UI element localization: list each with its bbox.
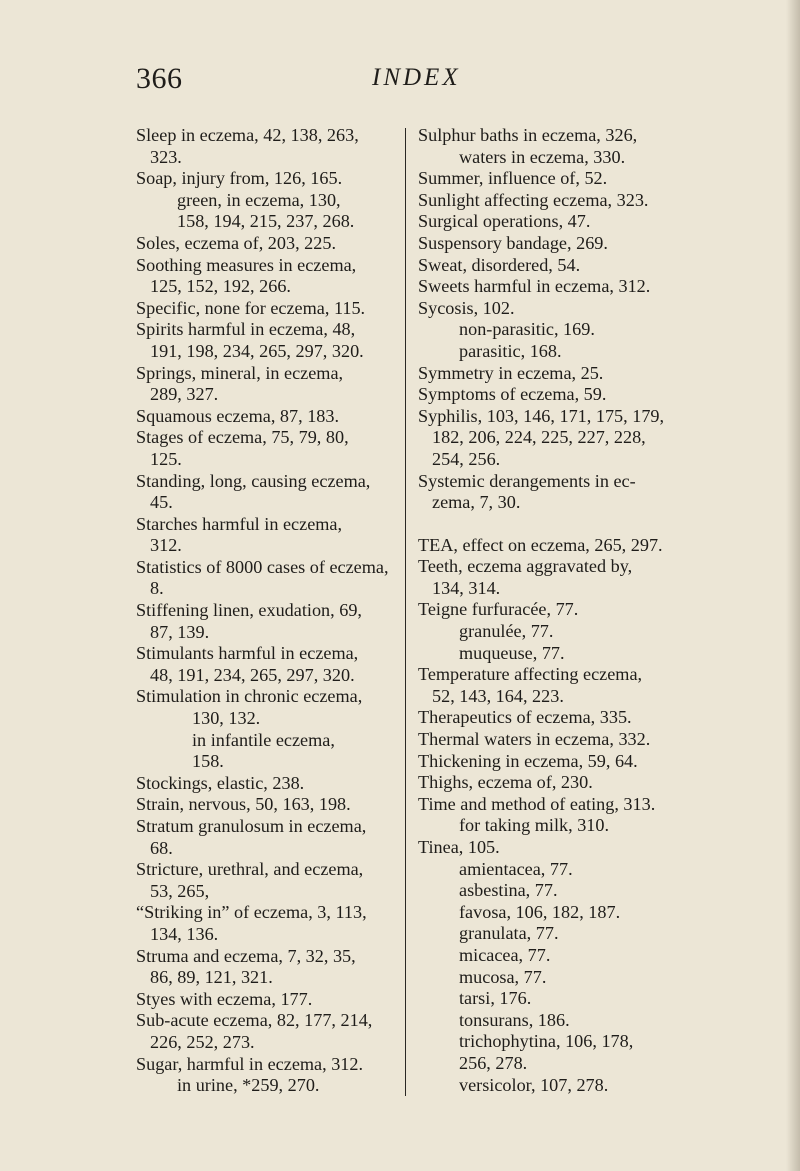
- index-entry: 158, 194, 215, 237, 268.: [177, 211, 355, 232]
- index-entry: in urine, *259, 270.: [177, 1075, 320, 1096]
- index-entry: micacea, 77.: [459, 944, 551, 965]
- index-entry: Thermal waters in eczema, 332.: [418, 729, 651, 750]
- index-entry: parasitic, 168.: [459, 340, 562, 361]
- index-entry: 125.: [150, 448, 182, 469]
- index-entry: Stiffening linen, exudation, 69,: [136, 600, 362, 621]
- index-entry: 182, 206, 224, 225, 227, 228,: [432, 427, 646, 448]
- index-entry: Therapeutics of eczema, 335.: [418, 707, 632, 728]
- index-entry: green, in eczema, 130,: [177, 189, 341, 210]
- index-entry: Stages of eczema, 75, 79, 80,: [136, 427, 349, 448]
- index-column-left: [136, 125, 398, 1097]
- index-entry: Sunlight affecting eczema, 323.: [418, 189, 649, 210]
- index-column-right: [418, 125, 728, 1096]
- index-entry: waters in eczema, 330.: [459, 146, 626, 167]
- index-entry: 87, 139.: [150, 621, 210, 642]
- index-entry: 8.: [150, 578, 164, 599]
- index-entry: TEA, effect on eczema, 265, 297.: [418, 534, 663, 555]
- index-entry: 134, 136.: [150, 923, 219, 944]
- index-entry: Spirits harmful in eczema, 48,: [136, 319, 356, 340]
- index-entry: Suspensory bandage, 269.: [418, 232, 608, 253]
- index-entry: 130, 132.: [192, 708, 261, 729]
- index-entry: Stimulation in chronic eczema,: [136, 686, 363, 707]
- index-entry: favosa, 106, 182, 187.: [459, 901, 621, 922]
- index-entry: Sulphur baths in eczema, 326,: [418, 125, 638, 145]
- index-entry: Soap, injury from, 126, 165.: [136, 168, 343, 189]
- index-entry: Sweets harmful in eczema, 312.: [418, 276, 651, 297]
- index-entry: Thickening in eczema, 59, 64.: [418, 750, 638, 771]
- index-entry: granulata, 77.: [459, 923, 559, 944]
- index-entry: Springs, mineral, in eczema,: [136, 362, 344, 383]
- index-entry: Sleep in eczema, 42, 138, 263,: [136, 125, 359, 145]
- index-entry: Teeth, eczema aggravated by,: [418, 556, 633, 577]
- index-entry: 256, 278.: [459, 1052, 528, 1073]
- index-entry: asbestina, 77.: [459, 880, 558, 901]
- index-entry: Systemic derangements in ec-: [418, 470, 636, 491]
- index-entry: 226, 252, 273.: [150, 1031, 255, 1052]
- page-number: 366: [136, 62, 183, 95]
- index-entry: 254, 256.: [432, 448, 501, 469]
- index-entry: 52, 143, 164, 223.: [432, 685, 564, 706]
- index-entry: non-parasitic, 169.: [459, 319, 595, 340]
- index-entry: amientacea, 77.: [459, 858, 573, 879]
- index-entry: Teigne furfuracée, 77.: [418, 599, 579, 620]
- index-entry: Statistics of 8000 cases of eczema,: [136, 556, 389, 577]
- index-entry: for taking milk, 310.: [459, 815, 610, 836]
- index-entry: “Striking in” of eczema, 3, 113,: [136, 902, 367, 923]
- index-entry: Sub-acute eczema, 82, 177, 214,: [136, 1010, 373, 1031]
- index-entry: Stratum granulosum in eczema,: [136, 816, 367, 836]
- index-entry: zema, 7, 30.: [432, 492, 521, 513]
- index-entry: Thighs, eczema of, 230.: [418, 772, 593, 793]
- index-entry: Syphilis, 103, 146, 171, 175, 179,: [418, 405, 665, 426]
- index-entry: mucosa, 77.: [459, 966, 547, 987]
- index-entry: Stricture, urethral, and eczema,: [136, 859, 364, 880]
- index-entry: Symmetry in eczema, 25.: [418, 362, 604, 383]
- index-entry: Sweat, disordered, 54.: [418, 254, 581, 275]
- page-header: [136, 62, 736, 102]
- index-entry: 134, 314.: [432, 577, 501, 598]
- index-entry: 312.: [150, 535, 182, 556]
- index-entry: trichophytina, 106, 178,: [459, 1031, 634, 1052]
- running-head: INDEX: [372, 64, 461, 91]
- index-entry: versicolor, 107, 278.: [459, 1074, 609, 1095]
- index-entry: granulée, 77.: [459, 621, 554, 642]
- index-entry: Sugar, harmful in eczema, 312.: [136, 1053, 364, 1074]
- index-entry: Summer, influence of, 52.: [418, 168, 608, 189]
- index-entry: tonsurans, 186.: [459, 1009, 570, 1030]
- index-entry: tarsi, 176.: [459, 988, 532, 1009]
- page-edge-shadow: [786, 0, 800, 1171]
- index-entry: Soles, eczema of, 203, 225.: [136, 232, 337, 253]
- index-entry: 86, 89, 121, 321.: [150, 967, 273, 988]
- index-entry: Styes with eczema, 177.: [136, 988, 313, 1009]
- index-entry: Sycosis, 102.: [418, 297, 515, 318]
- index-entry: Time and method of eating, 313.: [418, 793, 656, 814]
- index-entry: Tinea, 105.: [418, 837, 500, 857]
- index-entry: Strain, nervous, 50, 163, 198.: [136, 794, 351, 815]
- index-entry: Starches harmful in eczema,: [136, 513, 343, 534]
- index-entry: 323.: [150, 146, 182, 167]
- index-entry: Struma and eczema, 7, 32, 35,: [136, 945, 356, 966]
- index-entry: 191, 198, 234, 265, 297, 320.: [150, 340, 364, 361]
- index-entry: 45.: [150, 492, 173, 513]
- index-entry: 158.: [192, 751, 224, 772]
- index-entry: Stockings, elastic, 238.: [136, 772, 305, 793]
- index-entry: 289, 327.: [150, 384, 219, 405]
- index-entry: Stimulants harmful in eczema,: [136, 643, 359, 664]
- index-entry: Specific, none for eczema, 115.: [136, 297, 366, 318]
- index-entry: 125, 152, 192, 266.: [150, 276, 291, 297]
- index-entry: Squamous eczema, 87, 183.: [136, 405, 340, 426]
- index-entry: 53, 265,: [150, 880, 210, 901]
- index-entry: Standing, long, causing eczema,: [136, 470, 371, 491]
- index-entry: in infantile eczema,: [192, 729, 335, 750]
- index-entry: 48, 191, 234, 265, 297, 320.: [150, 664, 355, 685]
- index-entry: Symptoms of eczema, 59.: [418, 384, 607, 405]
- index-entry: Temperature affecting eczema,: [418, 664, 643, 685]
- index-entry: muqueuse, 77.: [459, 642, 565, 663]
- index-entry: Soothing measures in eczema,: [136, 254, 357, 275]
- index-entry: Surgical operations, 47.: [418, 211, 591, 232]
- section-gap: [418, 514, 728, 535]
- column-divider: [405, 128, 406, 1096]
- index-entry: 68.: [150, 837, 173, 858]
